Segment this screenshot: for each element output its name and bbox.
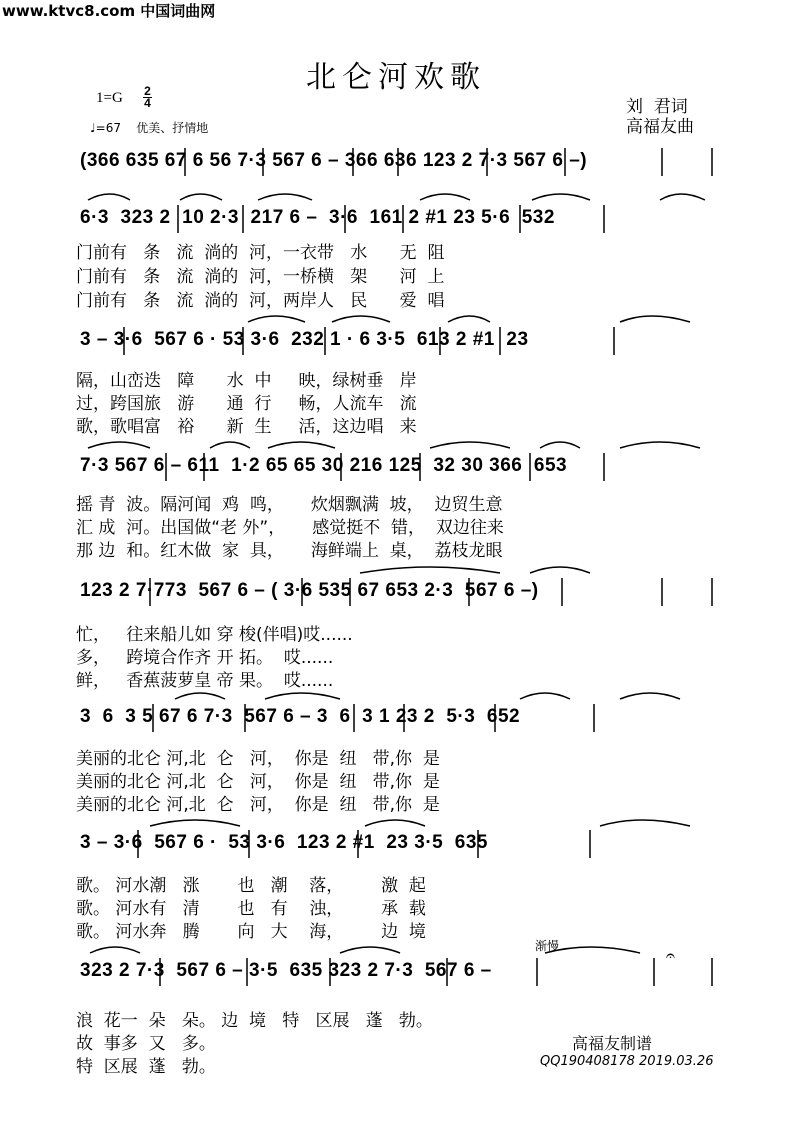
tempo-marking: ♩=67 优美、抒情地: [90, 121, 209, 135]
lyric-line-2-2: 过，跨国旅 游 通 行 畅，人流车 流: [76, 394, 417, 414]
key-signature: 1=G: [96, 90, 123, 106]
song-title: 北仑河欢歌: [306, 60, 486, 95]
site-watermark: www.ktvc8.com 中国词曲网: [2, 2, 216, 20]
lyric-line-4-1: 忙， 往来船儿如 穿 梭(伴唱)哎......: [76, 625, 353, 645]
lyric-line-5-3: 美丽的北仑 河,北 仑 河， 你是 纽 带,你 是: [76, 795, 440, 815]
lyric-line-4-3: 鲜， 香蕉菠萝皇 帝 果。 哎......: [76, 671, 334, 691]
notation-line-2: 6·3 323 2 10 2·3 217 6 – 3·6 161 2 #1 23 5·6 532: [80, 207, 555, 228]
notation-line-6: 3 6 3 5 67 6 7·3 567 6 – 3 6 3 1 23 2 5·3 652: [80, 706, 521, 727]
lyric-line-1-2: 门前有 条 流 淌的 河，一桥横 架 河 上: [76, 267, 445, 287]
lyric-line-1-3: 门前有 条 流 淌的 河，两岸人 民 爱 唱: [76, 291, 445, 311]
lyric-line-5-2: 美丽的北仑 河,北 仑 河， 你是 纽 带,你 是: [76, 772, 440, 792]
composer-credit: 高福友曲: [626, 117, 694, 137]
lyric-line-2-1: 隔，山峦迭 障 水 中 映，绿树垂 岸: [76, 371, 417, 391]
lyric-line-2-3: 歌，歌唱富 裕 新 生 活，这边唱 来: [76, 417, 417, 437]
notation-line-3: 3 – 3·6 567 6 · 53 3·6 232 1 · 6 3·5 613 2 #1 23: [80, 329, 529, 350]
lyric-line-7-2: 故 事多 又 多。: [76, 1034, 216, 1054]
notation-line-4: 7·3 567 6 – 611 1·2 65 65 30 216 125 32 30 366 653: [80, 455, 568, 476]
lyric-line-7-3: 特 区展 蓬 勃。: [76, 1057, 216, 1077]
lyric-line-3-3: 那 边 和。红木做 家 具， 海鲜端上 桌， 荔枝龙眼: [76, 541, 503, 561]
lyric-line-3-1: 摇 青 波。隔河闻 鸡 鸣， 炊烟飘满 坡， 边贸生意: [76, 495, 503, 515]
time-signature-bottom: 4: [144, 96, 151, 110]
lyric-line-6-1: 歌。 河水潮 涨 也 潮 落， 激 起: [76, 876, 426, 896]
lyric-line-7-1: 浪 花一 朵 朵。 边 境 特 区展 蓬 勃。: [76, 1011, 433, 1031]
time-signature-top: 2: [144, 84, 151, 98]
score-maker: 高福友制谱: [572, 1034, 653, 1053]
notation-line-8: 323 2 7·3 567 6 – 3·5 635 323 2 7·3 567 6 –: [80, 960, 492, 981]
lyric-line-3-2: 汇 成 河。出国做“老 外”， 感觉挺不 错， 双边往来: [76, 518, 504, 538]
notation-line-7: 3 – 3·6 567 6 · 53 3·6 123 2 #1 23 3·5 635: [80, 832, 488, 853]
lyricist-credit: 刘 君词: [626, 97, 688, 117]
lyric-line-6-3: 歌。 河水奔 腾 向 大 海， 边 境: [76, 922, 426, 942]
lyric-line-1-1: 门前有 条 流 淌的 河，一衣带 水 无 阻: [76, 243, 445, 263]
ritardando-mark: 渐慢: [535, 939, 560, 953]
lyric-line-6-2: 歌。 河水有 清 也 有 浊， 承 载: [76, 899, 426, 919]
lyric-line-4-2: 多， 跨境合作齐 开 拓。 哎......: [76, 648, 334, 668]
fermata-mark: 𝄐: [666, 946, 675, 965]
notation-line-5: 123 2 7·773 567 6 – ( 3·6 535 67 653 2·3 567 6 –): [80, 580, 539, 601]
notation-line-1: (366 635 67 6 56 7·3 567 6 – 366 636 123 2 7·3 567 6 –): [80, 150, 588, 171]
lyric-line-5-1: 美丽的北仑 河,北 仑 河， 你是 纽 带,你 是: [76, 749, 440, 769]
contact-date: QQ190408178 2019.03.26: [540, 1054, 714, 1069]
